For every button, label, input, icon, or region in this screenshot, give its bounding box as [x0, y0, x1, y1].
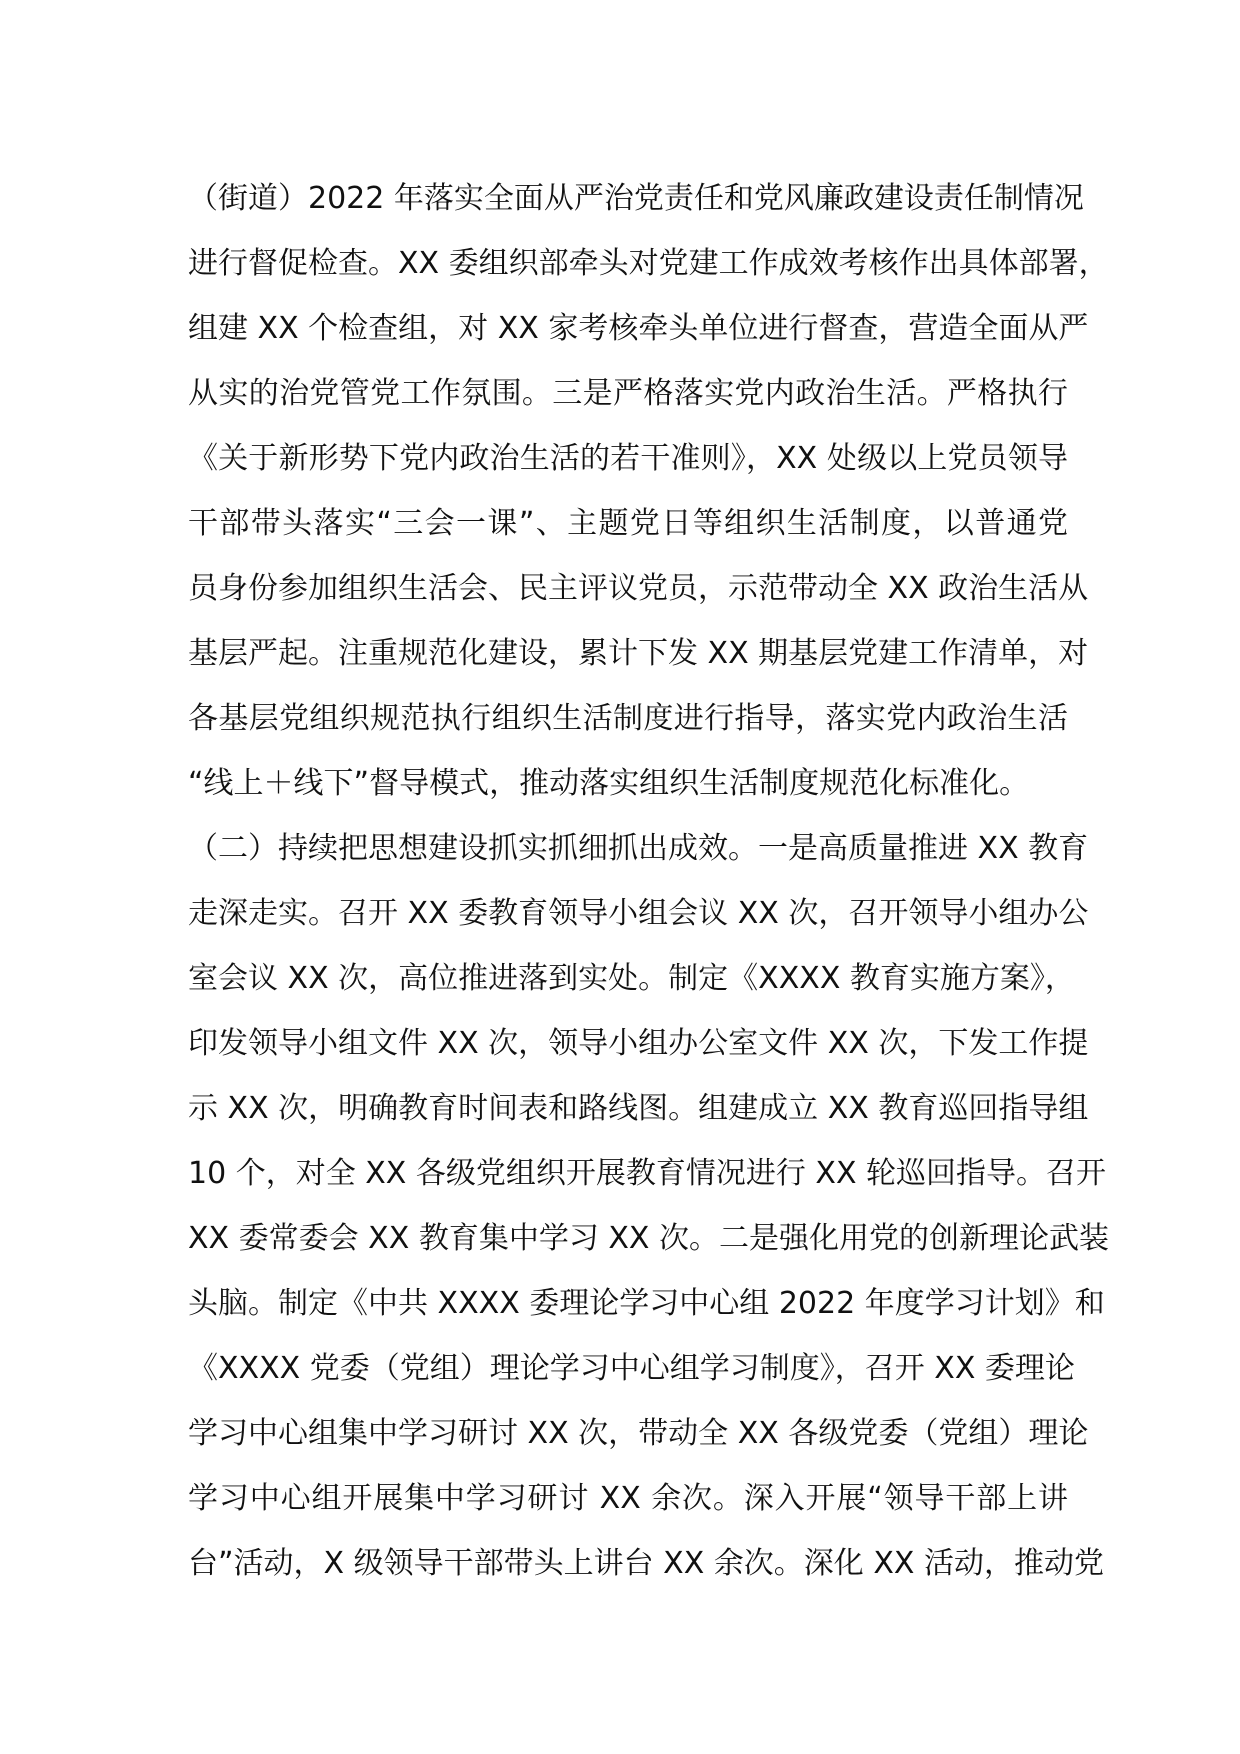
- body-line-4: 从实的治党管党工作氛围。三是严格落实党内政治生活。严格执行: [188, 376, 1068, 411]
- body-line-14: 印发领导小组文件 XX 次，领导小组办公室文件 XX 次，下发工作提: [188, 1026, 1089, 1061]
- document-body: [188, 166, 1109, 1596]
- body-line-21: 学习中心组开展集中学习研讨 XX 余次。深入开展“领导干部上讲: [188, 1481, 1068, 1516]
- body-line-13: 室会议 XX 次，高位推进落到实处。制定《XXXX 教育实施方案》，: [188, 961, 1075, 996]
- body-line-15: 示 XX 次，明确教育时间表和路线图。组建成立 XX 教育巡回指导组: [188, 1091, 1089, 1126]
- body-line-2: 进行督促检查。XX 委组织部牵头对党建工作成效考核作出具体部署，: [188, 246, 1109, 281]
- body-line-12: 走深走实。召开 XX 委教育领导小组会议 XX 次，召开领导小组办公: [188, 896, 1089, 931]
- body-line-7: 员身份参加组织生活会、民主评议党员，示范带动全 XX 政治生活从: [188, 571, 1089, 606]
- body-line-17: XX 委常委会 XX 教育集中学习 XX 次。二是强化用党的创新理论武装: [188, 1221, 1109, 1256]
- body-line-9: 各基层党组织规范执行组织生活制度进行指导，落实党内政治生活: [188, 701, 1068, 736]
- body-line-16: 10 个，对全 XX 各级党组织开展教育情况进行 XX 轮巡回指导。召开: [188, 1156, 1107, 1191]
- body-line-8: 基层严起。注重规范化建设，累计下发 XX 期基层党建工作清单，对: [188, 636, 1089, 671]
- body-line-1: （街道）2022 年落实全面从严治党责任和党风廉政建设责任制情况: [188, 181, 1084, 216]
- body-line-19: 《XXXX 党委（党组）理论学习中心组学习制度》，召开 XX 委理论: [188, 1351, 1075, 1386]
- body-line-6: 干部带头落实“三会一课”、主题党日等组织生活制度，以普通党: [188, 506, 1068, 541]
- body-line-20: 学习中心组集中学习研讨 XX 次，带动全 XX 各级党委（党组）理论: [188, 1416, 1089, 1451]
- body-line-18: 头脑。制定《中共 XXXX 委理论学习中心组 2022 年度学习计划》和: [188, 1286, 1105, 1321]
- body-line-5: 《关于新形势下党内政治生活的若干准则》，XX 处级以上党员领导: [188, 441, 1068, 476]
- body-line-22: 台”活动，X 级领导干部带头上讲台 XX 余次。深化 XX 活动，推动党: [188, 1546, 1104, 1581]
- body-line-10: “线上＋线下”督导模式，推动落实组织生活制度规范化标准化。: [188, 766, 1030, 801]
- body-line-3: 组建 XX 个检查组，对 XX 家考核牵头单位进行督查，营造全面从严: [188, 311, 1089, 346]
- body-line-11: （二）持续把思想建设抓实抓细抓出成效。一是高质量推进 XX 教育: [188, 831, 1089, 866]
